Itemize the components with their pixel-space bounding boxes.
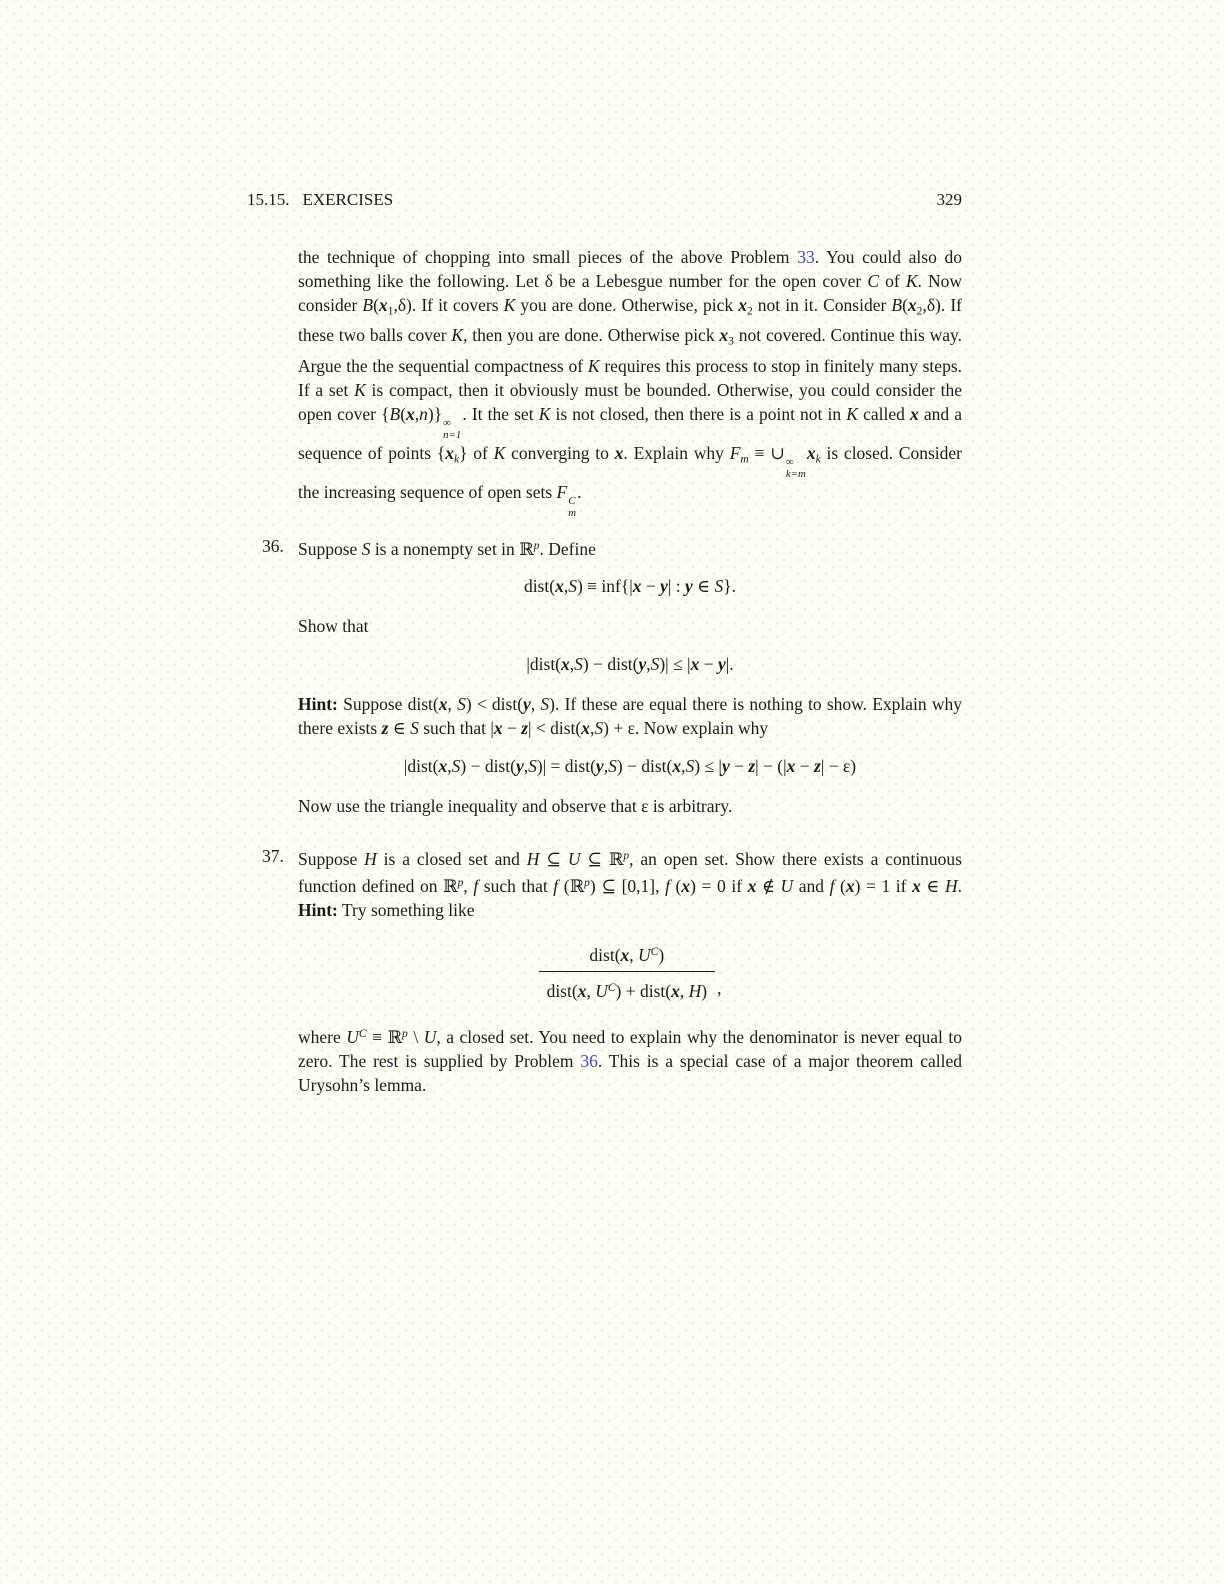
text-run: ( (400, 403, 407, 424)
text-run: − (502, 718, 522, 739)
fraction-numerator (539, 940, 716, 971)
text-run: x (561, 654, 570, 675)
item-body (298, 534, 962, 829)
text-run: U (423, 1027, 437, 1048)
display-equation (298, 652, 962, 676)
text-run: |dist( (526, 654, 562, 675)
display-fraction (298, 940, 962, 1003)
math-limits: ∞ k=m (785, 456, 806, 481)
text-run: . It the set (462, 403, 539, 424)
text-run: such that | (418, 718, 494, 739)
text-run: U (780, 875, 794, 896)
text-run: ) − dist( (616, 756, 673, 777)
text-run: Hint: (298, 694, 338, 715)
text-run: , (563, 576, 569, 597)
text-run: m (740, 453, 749, 466)
text-run: ( (669, 875, 682, 896)
text-run: you are done. Otherwise, pick (515, 295, 739, 315)
text-run: x (378, 295, 388, 315)
text-run: y (721, 756, 730, 777)
text-run: . (577, 482, 582, 503)
text-run: , (523, 756, 529, 777)
text-run: )} (427, 403, 443, 424)
text-run: p (533, 539, 540, 552)
text-run: is closed. Consider the increasing sequence of open sets (298, 443, 962, 503)
text-run: 1 (387, 305, 394, 318)
text-run: U (567, 849, 581, 870)
text-run: S (650, 654, 660, 675)
text-run: K (846, 403, 858, 424)
text-run: x (632, 576, 642, 597)
paragraph (298, 534, 962, 561)
text-run: x (493, 718, 503, 739)
exercise-item-36 (262, 534, 962, 829)
text-run: x (671, 980, 680, 1001)
page-content (247, 188, 962, 1123)
section-number: 15.15. (247, 190, 290, 209)
text-run: − (699, 654, 718, 675)
text-run: K (354, 379, 366, 400)
display-equation (298, 574, 962, 598)
fraction-denominator (539, 971, 716, 1003)
text-run: y (717, 654, 726, 675)
text-run: S (568, 576, 577, 597)
text-run: of (879, 271, 906, 291)
text-run: |dist( (403, 756, 439, 777)
text-run: x (806, 443, 816, 464)
text-run: z (521, 718, 529, 739)
text-run: S (574, 654, 583, 675)
text-run: x (719, 325, 729, 346)
text-run: , (603, 756, 609, 777)
text-run: x (747, 875, 757, 896)
text-run: | − ε) (820, 756, 857, 777)
text-run: , (679, 980, 689, 1001)
text-run: | : (667, 576, 686, 597)
text-run: H (364, 849, 377, 870)
text-run: H (944, 875, 958, 896)
text-run: x (614, 443, 624, 464)
text-run: not in it. Consider (752, 295, 892, 315)
text-run: ) = 1 if (854, 875, 913, 896)
text-run: , (629, 944, 639, 965)
running-header (247, 188, 962, 212)
text-run: ( (834, 875, 846, 896)
text-run: S (608, 756, 617, 777)
section-heading (247, 188, 393, 212)
text-run: . (957, 875, 962, 896)
text-run: y (660, 576, 668, 597)
text-run: U (638, 944, 651, 965)
text-run: H (526, 849, 540, 870)
paragraph (298, 794, 962, 818)
paragraph (298, 614, 962, 638)
text-run: S (540, 694, 550, 715)
text-run: | − (| (755, 756, 787, 777)
text-run: S (451, 756, 461, 777)
text-run: x (909, 403, 919, 424)
text-run: K (905, 271, 918, 291)
text-run: ≡ ℝ (366, 1027, 403, 1048)
item-body (298, 844, 962, 1107)
text-run: F (729, 443, 741, 464)
text-run: Suppose (298, 538, 362, 559)
text-run: y (595, 756, 604, 777)
text-run: is a closed set and (376, 849, 527, 870)
text-run: C (358, 1028, 367, 1041)
text-run: K (451, 325, 464, 346)
text-run: S (594, 718, 604, 739)
text-run: x (555, 576, 564, 597)
text-run: y (515, 756, 524, 777)
display-equation (298, 754, 962, 778)
paragraph (298, 844, 962, 922)
text-run: y (685, 576, 693, 597)
text-run: C (607, 981, 616, 994)
section-title: EXERCISES (302, 190, 394, 209)
text-run: | < dist( (528, 718, 582, 739)
item-number: 37. (262, 846, 284, 867)
text-run: , (447, 756, 452, 777)
text-run: , (646, 654, 651, 675)
text-run: is compact, then it obviously must be bounded. Otherwise, you could consider the open cover { (298, 379, 962, 424)
text-run: requires this process to stop in finitely many steps. If a set (298, 355, 963, 400)
text-run: n (419, 403, 428, 424)
text-run: f (829, 875, 835, 896)
text-run: dist( (589, 944, 621, 965)
text-run: the technique of chopping into small pieces of the above Problem (298, 247, 798, 267)
text-run: . You could also do something like the following. Let δ be a Lebesgue number for the open cover (298, 247, 962, 291)
text-run: K (538, 403, 551, 424)
text-run: )| = dist( (536, 756, 596, 777)
text-run: )| ≤ | (659, 654, 691, 675)
text-run: x (438, 756, 448, 777)
text-run: U (595, 980, 608, 1001)
text-run: where (298, 1027, 347, 1048)
text-run: ) ≡ inf{| (576, 576, 633, 597)
text-run: f (665, 875, 670, 896)
text-run: x (445, 443, 454, 464)
text-run: f (553, 875, 559, 896)
text-run: H (688, 980, 702, 1001)
text-run: p (584, 877, 590, 890)
text-run: ∈ (692, 576, 715, 597)
text-run: x (620, 944, 630, 965)
text-run: x (577, 980, 587, 1001)
paragraph (298, 245, 962, 520)
text-run: , (569, 654, 575, 675)
text-run: , (414, 403, 420, 424)
text-run: K (503, 295, 516, 315)
text-run: C (867, 271, 880, 291)
text-run: . Define (539, 538, 596, 559)
text-run: z (748, 756, 756, 777)
text-run: 2 (916, 305, 923, 318)
text-run: ) < dist( (465, 694, 524, 715)
text-run: k (453, 453, 460, 466)
text-run: . Now consider (298, 271, 963, 315)
text-run: z (814, 756, 821, 777)
text-run: , then you are done. Otherwise pick (463, 325, 720, 346)
text-run: , (590, 718, 595, 739)
text-run: K (493, 443, 506, 464)
text-run: , an open set. Show there exists a continuous function defined on ℝ (298, 849, 962, 896)
text-run: ,δ). If these two balls cover (298, 295, 962, 346)
text-run: ,δ). If it covers (393, 295, 504, 315)
text-run: ) − dist( (460, 756, 516, 777)
text-run: k (815, 453, 821, 466)
text-run: S (361, 538, 371, 559)
text-run: U (346, 1027, 359, 1048)
text-run: S (457, 694, 466, 715)
text-run: , a closed set. You need to explain why the denominator is never equal to zero. The rest is supplied by Problem (298, 1027, 962, 1072)
text-run: Hint: (298, 899, 338, 920)
text-run: called (857, 403, 910, 424)
text-run: x (690, 654, 700, 675)
text-run: . Explain why (623, 443, 730, 464)
text-run: dist( (546, 980, 578, 1001)
text-run: x (406, 403, 415, 424)
text-run: x (672, 756, 682, 777)
text-run: ) ≤ | (694, 756, 722, 777)
text-run: C (650, 945, 659, 958)
text-run: y (638, 654, 647, 675)
text-run: ) ⊆ [0,1], (589, 875, 666, 896)
paragraph (298, 1022, 962, 1097)
text-run: p (623, 850, 630, 863)
text-run: z (381, 718, 389, 739)
problem-ref-link[interactable]: 36 (580, 1051, 598, 1072)
text-run: . This is a special case of a major theorem called Urysohn’s lemma. (298, 1051, 962, 1096)
text-run: ⊆ (539, 849, 568, 870)
text-run: ( (373, 295, 379, 315)
math-limits: C m (568, 495, 577, 520)
text-run: x (438, 694, 448, 715)
text-run: x (581, 718, 591, 739)
text-run: Try something like (337, 899, 475, 920)
text-run: B (389, 403, 401, 424)
text-run: − (795, 756, 814, 777)
text-run: x (786, 756, 796, 777)
text-run: ). If these are equal there is nothing to show. Explain why there exists (298, 694, 963, 739)
text-run: is a nonempty set in ℝ (370, 538, 534, 559)
text-run: 2 (746, 305, 753, 318)
text-run: x (907, 295, 917, 315)
text-run: ( (902, 295, 908, 315)
text-run: Suppose dist( (337, 694, 439, 715)
fraction (539, 940, 716, 1003)
text-run: S (714, 576, 724, 597)
text-run: ) − dist( (582, 654, 639, 675)
text-run: ) (701, 980, 708, 1001)
text-run: ) + ε. Now explain why (603, 718, 769, 739)
text-run: − (729, 756, 749, 777)
text-run: , (530, 694, 541, 715)
trailing-punctuation: , (717, 978, 722, 999)
problem-ref-link[interactable]: 33 (797, 247, 815, 267)
text-run: not covered. Continue this way. Argue the the sequential compactness of (298, 325, 962, 376)
text-run: and (793, 875, 830, 896)
text-run: 3 (728, 335, 734, 348)
text-run: S (410, 718, 419, 739)
text-run: ) + dist( (615, 980, 672, 1001)
text-run: Show that (298, 616, 369, 637)
text-run: y (523, 694, 531, 715)
text-run: is not closed, then there is a point not in (550, 403, 847, 424)
text-run: S (528, 756, 537, 777)
text-run: ∈ (388, 718, 411, 739)
text-run: K (587, 355, 600, 376)
text-run: dist( (523, 576, 556, 597)
item-number: 36. (262, 535, 284, 556)
text-run: ≡ ∪ (748, 443, 785, 464)
text-run: ) (658, 944, 665, 965)
text-run: \ (407, 1027, 424, 1048)
text-run: , (681, 756, 686, 777)
text-run: , (463, 875, 474, 896)
text-run: F (556, 482, 568, 503)
text-run: B (362, 295, 374, 315)
text-run: , (586, 980, 596, 1001)
text-run: } of (459, 443, 494, 464)
text-run: }. (723, 576, 737, 597)
text-run: , (447, 694, 458, 715)
text-run: Now use the triangle inequality and observe that ε is arbitrary. (298, 796, 733, 817)
math-limits: ∞ n=1 (443, 416, 462, 441)
text-run: x (681, 875, 691, 896)
text-run: |. (725, 654, 734, 675)
text-run: x (738, 295, 747, 315)
text-run: S (685, 756, 695, 777)
text-run: p (402, 1028, 408, 1041)
exercise-item-37 (262, 844, 962, 1107)
text-run: B (891, 295, 903, 315)
text-run: Suppose (298, 849, 365, 870)
text-run: (ℝ (558, 875, 585, 896)
text-run: converging to (505, 443, 615, 464)
text-run: and a sequence of points { (298, 403, 963, 464)
paragraph (298, 692, 962, 740)
text-run: such that (478, 875, 554, 896)
text-run: ⊆ ℝ (580, 849, 624, 870)
text-run: x (845, 875, 855, 896)
text-run: f (473, 875, 479, 896)
text-run: x (912, 875, 921, 896)
text-run: ∈ (920, 875, 945, 896)
page-number: 329 (936, 190, 962, 209)
text-run: − (641, 576, 661, 597)
text-run: p (457, 877, 464, 890)
text-run: ) = 0 if (690, 875, 748, 896)
text-run: ∉ (756, 875, 781, 896)
content-area (247, 245, 962, 1107)
